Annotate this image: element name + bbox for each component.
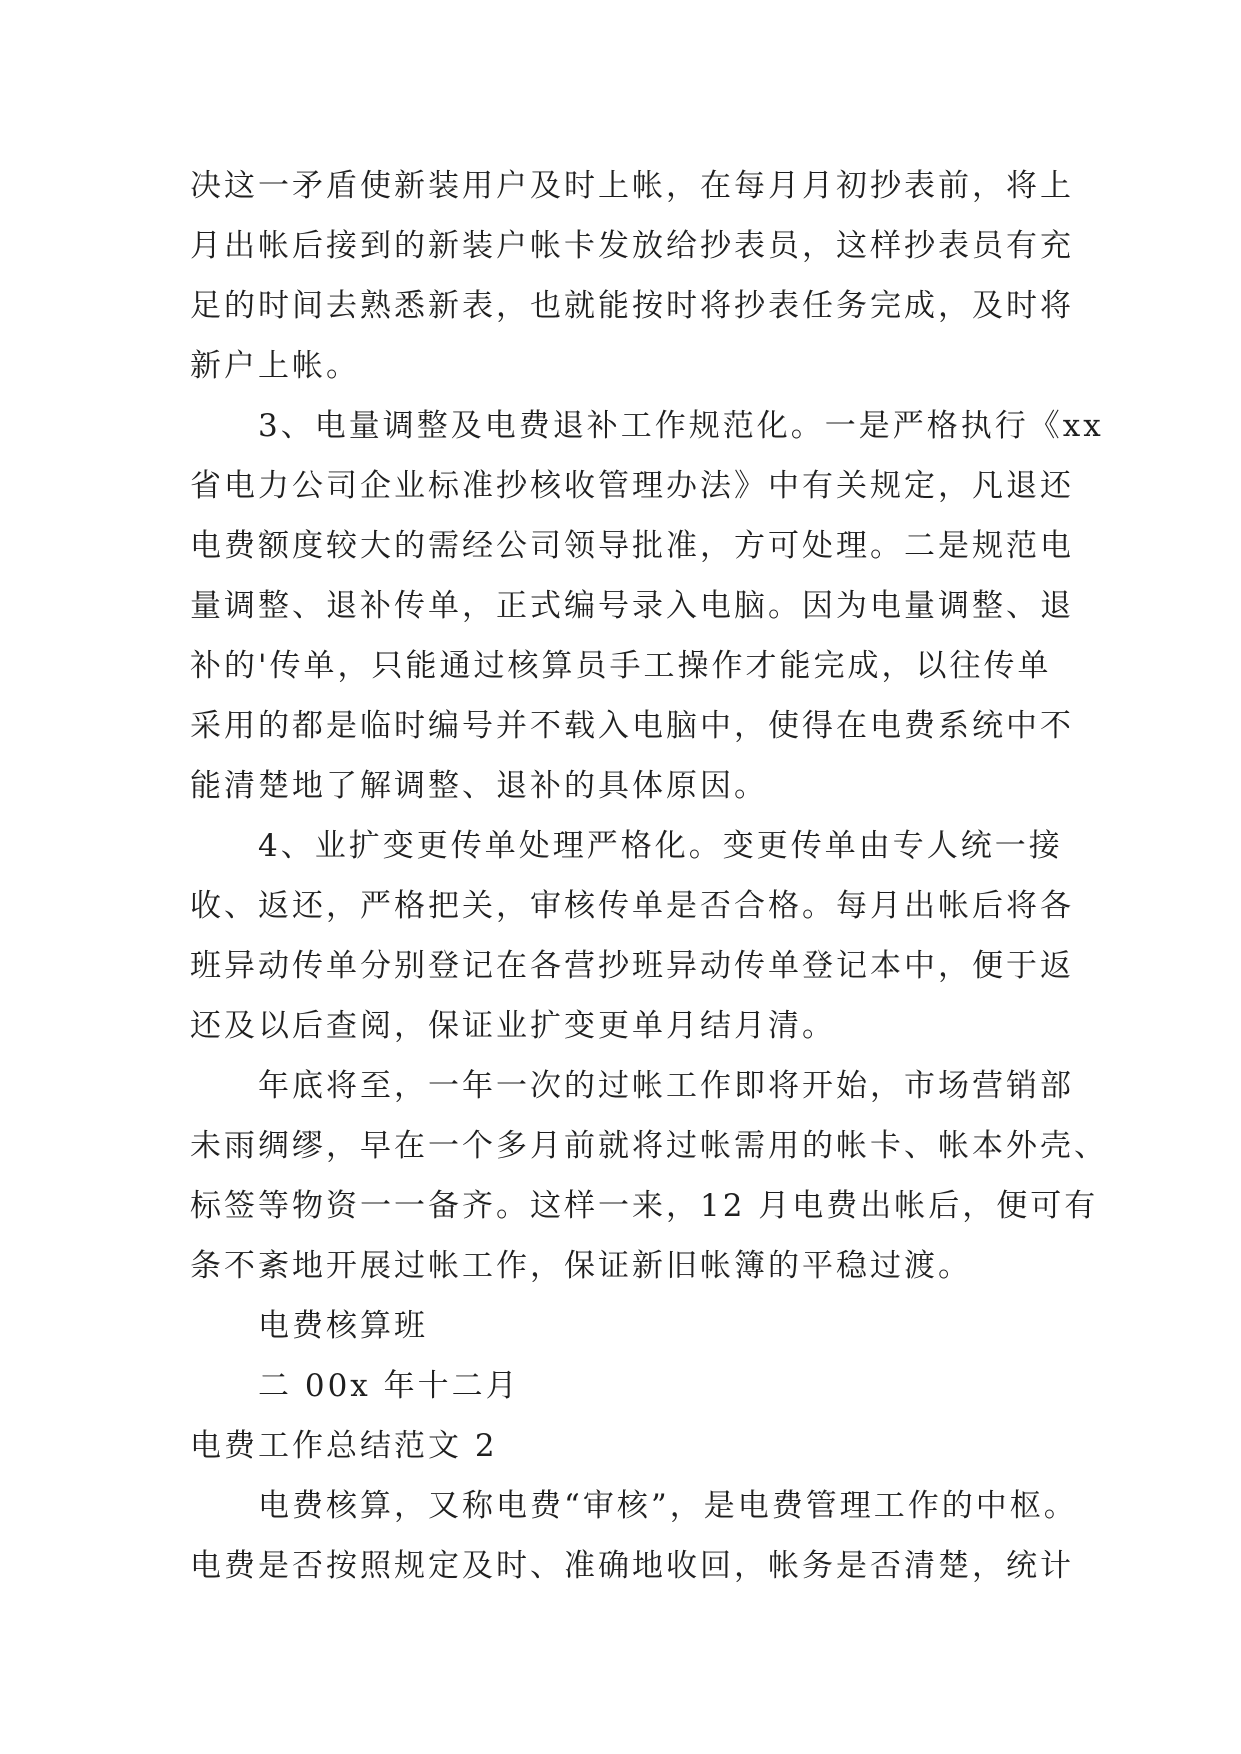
text-line: 月出帐后接到的新装户帐卡发放给抄表员，这样抄表员有充 — [190, 228, 1074, 264]
text-line: 年底将至，一年一次的过帐工作即将开始，市场营销部 — [258, 1068, 1074, 1104]
text-line: 4、业扩变更传单处理严格化。变更传单由专人统一接 — [258, 828, 1063, 864]
text-line: 未雨绸缪，早在一个多月前就将过帐需用的帐卡、帐本外壳、 — [190, 1128, 1108, 1164]
text-line: 班异动传单分别登记在各营抄班异动传单登记本中，便于返 — [190, 948, 1074, 984]
section-title: 电费工作总结范文 2 — [190, 1428, 498, 1464]
text-line: 省电力公司企业标准抄核收管理办法》中有关规定，凡退还 — [190, 468, 1074, 504]
text-line: 决这一矛盾使新装用户及时上帐，在每月月初抄表前，将上 — [190, 168, 1074, 204]
text-line: 量调整、退补传单，正式编号录入电脑。因为电量调整、退 — [190, 588, 1074, 624]
text-line: 能清楚地了解调整、退补的具体原因。 — [190, 768, 768, 804]
text-line: 足的时间去熟悉新表，也就能按时将抄表任务完成，及时将 — [190, 288, 1074, 324]
text-line: 新户上帐。 — [190, 348, 360, 384]
text-line: 电费核算，又称电费“审核”，是电费管理工作的中枢。 — [258, 1488, 1078, 1524]
text-line: 采用的都是临时编号并不载入电脑中，使得在电费系统中不 — [190, 708, 1074, 744]
signature-date: 二 00x 年十二月 — [258, 1368, 520, 1404]
text-line: 标签等物资一一备齐。这样一来，12 月电费出帐后，便可有 — [190, 1188, 1099, 1224]
text-line: 收、返还，严格把关，审核传单是否合格。每月出帐后将各 — [190, 888, 1074, 924]
text-line: 条不紊地开展过帐工作，保证新旧帐簿的平稳过渡。 — [190, 1248, 972, 1284]
text-line: 3、电量调整及电费退补工作规范化。一是严格执行《xx — [258, 408, 1104, 444]
document-body — [190, 156, 1108, 1596]
text-line: 补的'传单，只能通过核算员手工操作才能完成，以往传单 — [190, 648, 1052, 684]
text-line: 电费是否按照规定及时、准确地收回，帐务是否清楚，统计 — [190, 1548, 1074, 1584]
text-line: 电费额度较大的需经公司领导批准，方可处理。二是规范电 — [190, 528, 1074, 564]
text-line: 还及以后查阅，保证业扩变更单月结月清。 — [190, 1008, 836, 1044]
signature-dept: 电费核算班 — [258, 1308, 428, 1344]
